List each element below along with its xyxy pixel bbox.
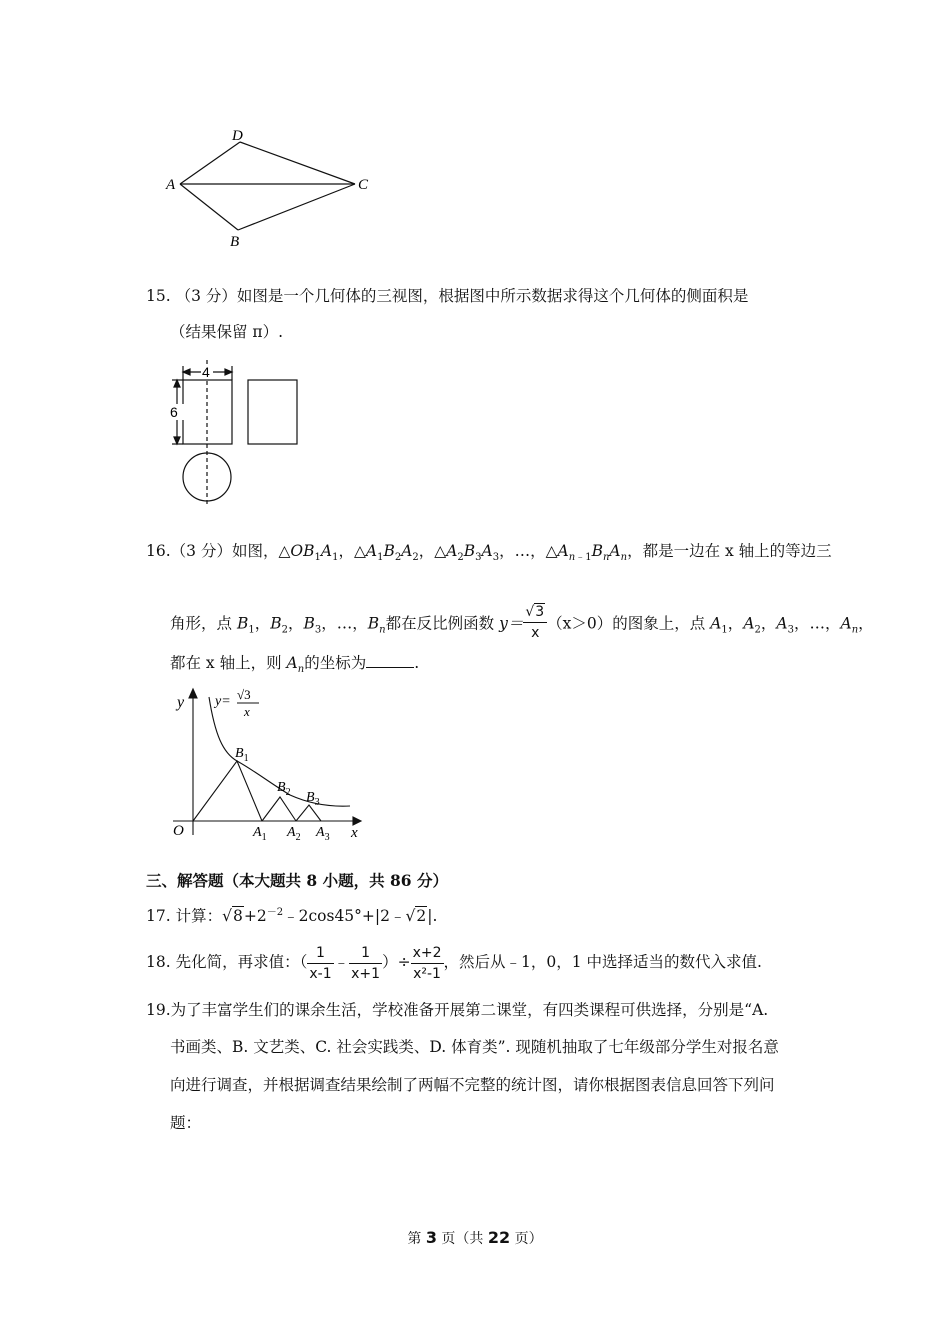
q16-text-a: 如图，△ [231,542,291,560]
q16-func-fraction: $\frac{√3}{x}$ [523,602,547,643]
q18-fraction2: $\frac{1}{x+1}$ [351,944,381,982]
q17-text: 计算： [175,907,223,925]
q19-text1: 为了丰富学生们的课余生活，学校准备开展第二课堂，有四类课程可供选择，分别是“A. [170,1001,769,1019]
q16-number: 16. [146,542,171,560]
point-a2: $A_2$ [287,825,301,843]
page-number: 3 [425,1228,437,1247]
segment-ab [180,184,238,230]
section-title: 三、解答题（本大题共 8 小题，共 86 分） [146,871,448,890]
page-footer [0,1228,950,1248]
q19-line3: 向进行调查，并根据调查结果绘制了两幅不完整的统计图，请你根据图表信息回答下列问 [170,1076,775,1094]
q16-func-lhs: y＝ [499,614,524,633]
footer-post: 页） [510,1231,543,1247]
q18-text: 先化简，再求值：（ [175,953,308,971]
q16-text-d: 都在反比例函数 [385,614,500,633]
segment-dc [240,142,355,184]
segment-ad [180,142,240,184]
point-b2: $B_2$ [277,780,291,798]
q15-text1: 如图是一个几何体的三视图，根据图中所示数据求得这个几何体的侧面积是 [236,287,749,305]
point-b1: $B_1$ [235,746,249,764]
label-c: C [358,177,369,193]
dim-height: 6 [170,404,178,420]
page-total: 22 [487,1228,511,1247]
kite-figure [160,120,380,255]
q17-expr3: |. [427,907,438,925]
q17-expr1: +2 [243,907,267,925]
q15-number: 15. [146,287,171,305]
q18-suffix: ，然后从﹣1，0，1 中选择适当的数代入求值. [443,953,762,971]
q15-score: （3 分） [175,287,237,305]
label-b: B [230,234,240,250]
q16-end: . [414,654,420,672]
q17-line: 17. 计算：$√8+2^{-2}﹣2\cos 45^\circ+|2﹣√2|$. [146,906,438,925]
q17-sqrt1: 8 [233,907,243,925]
q19-number: 19. [146,1001,171,1019]
label-a: A [166,177,176,193]
q18-line [146,941,762,984]
q16-sqrt-value: 3 [535,604,545,620]
q18-fraction3: $\frac{x+2}{\text{x²-1}}$ [412,944,442,982]
q19-line2: 书画类、B. 文艺类、C. 社会实践类、D. 体育类”. 现随机抽取了七年级部分学生对报名意 [170,1038,779,1056]
q15-line1 [146,286,748,306]
answer-blank[interactable] [366,653,414,668]
func-den: x [244,704,250,719]
q18-divide: ）÷ [382,953,411,971]
segment-bc [238,184,355,230]
q18-minus: ﹣ [333,953,350,971]
point-a1: $A_1$ [253,825,267,843]
three-view-figure [165,358,305,508]
footer-pre: 第 [407,1231,426,1247]
q16-text-e: 的图象上，点 [612,614,711,633]
label-d: D [232,128,243,144]
q19-line1 [146,1000,768,1020]
func-num: √3 [237,687,251,702]
dim-width: 4 [202,364,210,380]
q16-text-c: 角形，点 [170,614,237,633]
origin-label: O [173,823,184,839]
point-a3: $A_3$ [316,825,330,843]
q17-sqrt2: 2 [416,907,427,925]
point-b3: $B_3$ [306,790,320,808]
axis-x-label: x [351,825,358,841]
q16-text-b: ，都是一边在 x 轴上的等边三 [627,542,832,560]
reciprocal-graph [165,685,370,845]
q19-line4: 题： [170,1114,202,1132]
q17-number: 17. [146,907,171,925]
q16-score: （3 分） [170,542,232,560]
q18-number: 18. [146,953,171,971]
axis-y-label: y [177,694,185,711]
footer-mid: 页（共 [436,1231,488,1247]
func-label: y= [215,694,231,709]
q17-expr2: ﹣2cos45°+|2﹣ [283,907,406,925]
q16-line1: 16.（3 分）如图，$\triangle OB_1A_1$，$\triangle A_1B_2A_2$，$\triangle A_2B_3A_3$，…，$\triangle A_{n﹣1}B_nA_n$，都是一边在 x 轴上的等边三 [146,542,832,564]
q16-domain: （x＞0） [547,614,613,633]
q17-exponent: －2 [266,906,284,918]
q15-line2: （结果保留 π）. [170,323,284,341]
q16-line2: 角形，点 $B_1$，$B_2$，$B_3$，…，$B_n$都在反比例函数 y＝ $\frac{√3}{x}$ （x＞0）的图象上，点 $A_1$，$A_2$，$A_3$，…，$A_n$， [170,604,874,641]
q16-func-den: x [531,625,540,641]
q16-text-f: 都在 x 轴上，则 [170,654,287,672]
triangle-2 [262,797,296,821]
side-view [248,380,297,444]
q18-fraction1: $\frac{1}{x-1}$ [309,944,332,982]
q16-text-g: 的坐标为 [304,654,367,672]
q16-line3: 都在 x 轴上，则 $A_n$的坐标为 . [170,654,420,676]
